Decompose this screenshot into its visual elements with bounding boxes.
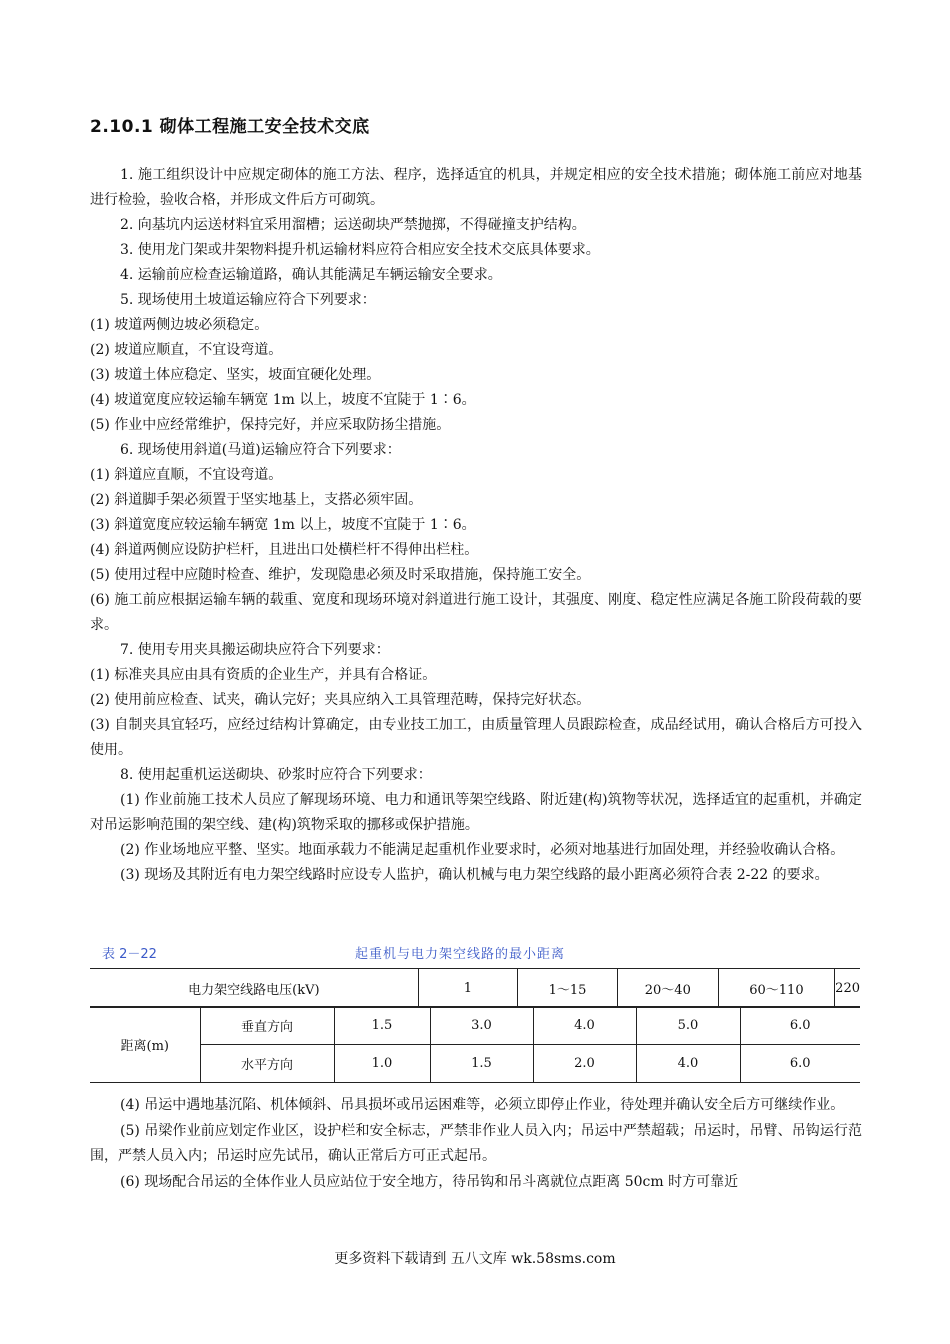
paragraph: 6. 现场使用斜道(马道)运输应符合下列要求： <box>120 442 401 458</box>
table-number: 表 2－22 <box>102 947 157 962</box>
table-cell: 1.5 <box>430 1045 533 1083</box>
table-cell: 1 <box>418 969 517 1008</box>
paragraph: 2. 向基坑内运送材料宜采用溜槽；运送砌块严禁抛掷，不得碰撞支护结构。 <box>120 217 586 233</box>
list-item: (4) 坡道宽度应较运输车辆宽 1m 以上，坡度不宜陡于 1∶6。 <box>90 392 476 408</box>
list-item: (6) 现场配合吊运的全体作业人员应站位于安全地方，待吊钩和吊斗离就位点距离 50cm 时方可靠近 <box>120 1173 739 1190</box>
section-heading: 2.10.1 砌体工程施工安全技术交底 <box>90 117 370 137</box>
body-text-continued <box>90 1093 862 1195</box>
list-item: (3) 自制夹具宜轻巧，应经过结构计算确定，由专业技工加工，由质量管理人员跟踪检查，成品经试用，确认合格后方可投入使用。 <box>90 717 862 758</box>
list-item: (1) 坡道两侧边坡必须稳定。 <box>90 317 269 333</box>
list-item: (4) 吊运中遇地基沉陷、机体倾斜、吊具损坏或吊运困难等，必须立即停止作业，待处理并确认安全后方可继续作业。 <box>120 1097 845 1113</box>
paragraph: 3. 使用龙门架或井架物料提升机运输材料应符合相应安全技术交底具体要求。 <box>120 242 600 258</box>
list-item: (3) 斜道宽度应较运输车辆宽 1m 以上，坡度不宜陡于 1∶6。 <box>90 517 476 533</box>
distance-table-body <box>90 1006 860 1083</box>
paragraph: 4. 运输前应检查运输道路，确认其能满足车辆运输安全要求。 <box>120 267 502 283</box>
table-cell: 5.0 <box>636 1007 740 1045</box>
list-item: (1) 作业前施工技术人员应了解现场环境、电力和通讯等架空线路、附近建(构)筑物等状况，选择适宜的起重机，并确定对吊运影响范围的架空线、建(构)筑物采取的挪移或保护措施。 <box>90 792 862 833</box>
paragraph: 1. 施工组织设计中应规定砌体的施工方法、程序，选择适宜的机具，并规定相应的安全技术措施；砌体施工前应对地基进行检验，验收合格，并形成文件后方可砌筑。 <box>90 167 862 208</box>
list-item: (1) 斜道应直顺，不宜设弯道。 <box>90 467 283 483</box>
table-row <box>90 1007 860 1045</box>
table-cell: 3.0 <box>430 1007 533 1045</box>
paragraph: 5. 现场使用土坡道运输应符合下列要求： <box>120 292 376 308</box>
table-cell: 20～40 <box>617 969 718 1008</box>
table-cell: 4.0 <box>636 1045 740 1083</box>
page-footer: 更多资料下载请到 五八文库 wk.58sms.com <box>334 1251 616 1267</box>
direction-label: 垂直方向 <box>200 1007 334 1045</box>
distance-label: 距离(m) <box>90 1007 200 1083</box>
table-cell: 2.0 <box>533 1045 636 1083</box>
table-cell: 1.0 <box>334 1045 430 1083</box>
distance-table <box>90 968 860 1008</box>
paragraph: 7. 使用专用夹具搬运砌块应符合下列要求： <box>120 642 390 658</box>
table-cell: 1～15 <box>518 969 618 1008</box>
table-caption <box>90 943 860 963</box>
direction-label: 水平方向 <box>200 1045 334 1083</box>
table-cell: 220 <box>835 969 860 1008</box>
list-item: (2) 使用前应检查、试夹，确认完好；夹具应纳入工具管理范畴，保持完好状态。 <box>90 692 591 708</box>
table-cell: 4.0 <box>533 1007 636 1045</box>
list-item: (6) 施工前应根据运输车辆的载重、宽度和现场环境对斜道进行施工设计，其强度、刚度、稳定性应满足各施工阶段荷载的要求。 <box>90 592 862 633</box>
table-title: 起重机与电力架空线路的最小距离 <box>355 947 566 962</box>
table-row <box>90 969 860 1008</box>
list-item: (4) 斜道两侧应设防护栏杆，且进出口处横栏杆不得伸出栏柱。 <box>90 542 479 558</box>
list-item: (5) 作业中应经常维护，保持完好，并应采取防扬尘措施。 <box>90 417 451 433</box>
list-item: (3) 坡道土体应稳定、坚实，坡面宜硬化处理。 <box>90 367 381 383</box>
body-text <box>90 163 862 888</box>
table-cell: 60～110 <box>718 969 835 1008</box>
list-item: (5) 使用过程中应随时检查、维护，发现隐患必须及时采取措施，保持施工安全。 <box>90 567 591 583</box>
list-item: (2) 斜道脚手架必须置于坚实地基上，支搭必须牢固。 <box>90 492 423 508</box>
list-item: (3) 现场及其附近有电力架空线路时应设专人监护，确认机械与电力架空线路的最小距离必须符合表 2-22 的要求。 <box>120 867 829 883</box>
voltage-header: 电力架空线路电压(kV) <box>90 969 418 1008</box>
table-cell: 6.0 <box>740 1045 860 1083</box>
list-item: (2) 坡道应顺直，不宜设弯道。 <box>90 342 283 358</box>
table-cell: 6.0 <box>740 1007 860 1045</box>
table-row <box>90 1045 860 1083</box>
list-item: (2) 作业场地应平整、坚实。地面承载力不能满足起重机作业要求时，必须对地基进行加固处理，并经验收确认合格。 <box>120 842 845 858</box>
list-item: (5) 吊梁作业前应划定作业区，设护栏和安全标志，严禁非作业人员入内；吊运中严禁超载；吊运时，吊臂、吊钩运行范围，严禁人员入内；吊运时应先试吊，确认正常后方可正式起吊。 <box>90 1122 862 1164</box>
list-item: (1) 标准夹具应由具有资质的企业生产，并具有合格证。 <box>90 667 437 683</box>
table-cell: 1.5 <box>334 1007 430 1045</box>
paragraph: 8. 使用起重机运送砌块、砂浆时应符合下列要求： <box>120 767 432 783</box>
